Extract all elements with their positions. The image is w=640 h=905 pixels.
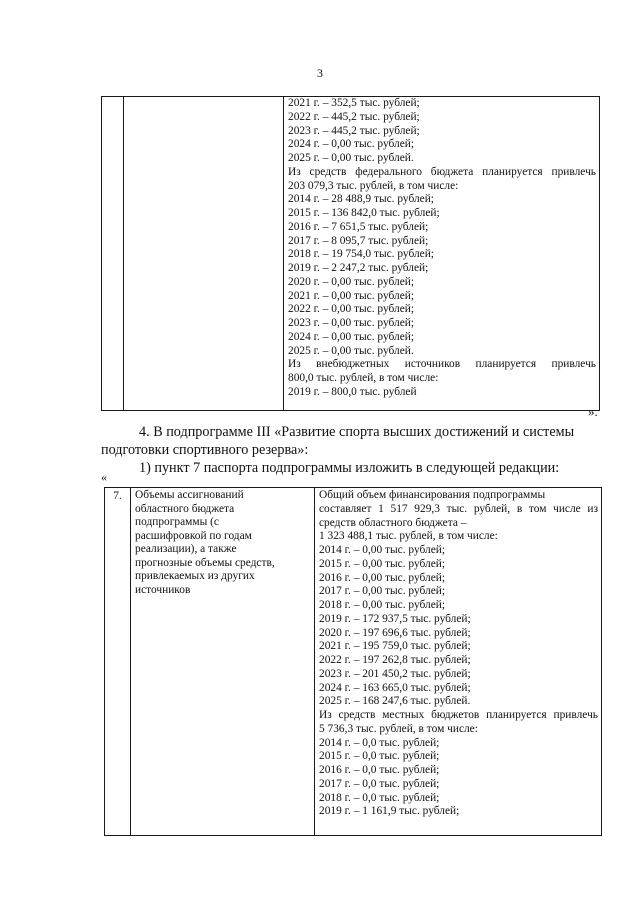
- opening-quote: «: [101, 470, 107, 484]
- text-line: 2022 г. – 445,2 тыс. рублей;: [288, 110, 420, 123]
- row-funding: [315, 488, 602, 836]
- funding-cell: [284, 97, 600, 411]
- text-line: 2014 г. – 0,00 тыс. рублей;: [319, 544, 446, 556]
- text-line: 2015 г. – 0,00 тыс. рублей;: [319, 557, 446, 570]
- text-line: 2014 г. – 0,0 тыс. рублей;: [319, 736, 440, 749]
- text-line: 2016 г. – 7 651,5 тыс. рублей;: [288, 220, 429, 233]
- closing-quote: ».: [588, 404, 598, 419]
- text-line: 2025 г. – 0,00 тыс. рублей.: [288, 152, 414, 164]
- text-line: 2017 г. – 8 095,7 тыс. рублей;: [288, 234, 429, 247]
- text-line: 2016 г. – 0,0 тыс. рублей;: [319, 764, 440, 776]
- passport-table-continuation: [101, 96, 600, 411]
- text-line: 800,0 тыс. рублей, в том числе:: [288, 372, 439, 384]
- text-line: расшифровкой по годам: [135, 529, 252, 542]
- funding-lines: [319, 489, 598, 819]
- text-line: 1 323 488,1 тыс. рублей, в том числе:: [319, 530, 498, 543]
- text-line: 2021 г. – 352,5 тыс. рублей;: [288, 97, 420, 109]
- text-line: Общий объем финансирования подпрограммы: [319, 489, 546, 501]
- text-line: 203 079,3 тыс. рублей, в том числе:: [288, 179, 459, 192]
- text-line: 2021 г. – 195 759,0 тыс. рублей;: [319, 640, 471, 653]
- description-cell: [124, 97, 284, 411]
- paragraph-4-line1: 4. В подпрограмме III «Развитие спорта высших достижений и системы: [139, 424, 575, 440]
- text-line: привлекаемых из других: [135, 570, 255, 582]
- passport-table-item-7: [104, 487, 602, 836]
- text-line: источников: [135, 583, 191, 596]
- text-line: 2018 г. – 0,00 тыс. рублей;: [319, 599, 446, 611]
- text-line: Из средств федерального бюджета планируется привлечь: [288, 165, 596, 178]
- text-line: 2022 г. – 197 262,8 тыс. рублей;: [319, 654, 471, 666]
- paragraph-4-line2: подготовки спортивного резерва»:: [101, 442, 309, 458]
- text-line: 2024 г. – 0,00 тыс. рублей;: [288, 138, 415, 151]
- text-line: 2015 г. – 0,0 тыс. рублей;: [319, 750, 440, 763]
- text-line: 5 736,3 тыс. рублей, в том числе:: [319, 722, 478, 735]
- text-line: 2019 г. – 172 937,5 тыс. рублей;: [319, 612, 471, 625]
- text-line: средств областного бюджета –: [319, 516, 467, 529]
- text-line: 2019 г. – 800,0 тыс. рублей: [288, 385, 417, 398]
- page-number: 3: [317, 66, 323, 80]
- text-line: 2022 г. – 0,00 тыс. рублей;: [288, 303, 415, 316]
- text-line: прогнозные объемы средств,: [135, 556, 275, 569]
- text-line: подпрограммы (с: [135, 516, 219, 528]
- text-line: составляет 1 517 929,3 тыс. рублей, в том числе из: [319, 502, 598, 515]
- description-lines: [135, 489, 311, 597]
- text-line: 2025 г. – 0,00 тыс. рублей.: [288, 344, 414, 357]
- number-cell: [102, 97, 124, 411]
- text-line: 2014 г. – 28 488,9 тыс. рублей;: [288, 193, 434, 206]
- text-line: 2018 г. – 19 754,0 тыс. рублей;: [288, 248, 434, 261]
- text-line: 2024 г. – 0,00 тыс. рублей;: [288, 330, 415, 343]
- text-line: 2025 г. – 168 247,6 тыс. рублей.: [319, 695, 471, 708]
- text-line: 2019 г. – 1 161,9 тыс. рублей;: [319, 805, 460, 818]
- text-line: 2023 г. – 0,00 тыс. рублей;: [288, 317, 415, 329]
- text-line: 2024 г. – 163 665,0 тыс. рублей;: [319, 681, 471, 694]
- text-line: 2023 г. – 201 450,2 тыс. рублей;: [319, 667, 471, 680]
- text-line: 2018 г. – 0,0 тыс. рублей;: [319, 791, 440, 804]
- text-line: 2021 г. – 0,00 тыс. рублей;: [288, 289, 415, 302]
- text-line: 2017 г. – 0,0 тыс. рублей;: [319, 777, 440, 790]
- text-line: реализации), а также: [135, 543, 237, 555]
- row-description: [131, 488, 315, 836]
- text-line: областного бюджета: [135, 502, 235, 515]
- funding-lines: [288, 97, 596, 400]
- text-line: 2023 г. – 445,2 тыс. рублей;: [288, 124, 420, 137]
- paragraph-item-1: 1) пункт 7 паспорта подпрограммы изложить в следующей редакции:: [139, 460, 560, 476]
- text-line: 2015 г. – 136 842,0 тыс. рублей;: [288, 207, 440, 219]
- text-line: 2019 г. – 2 247,2 тыс. рублей;: [288, 262, 429, 274]
- text-line: 2020 г. – 197 696,6 тыс. рублей;: [319, 626, 471, 639]
- row-number: [105, 488, 131, 836]
- text-line: 2017 г. – 0,00 тыс. рублей;: [319, 585, 446, 598]
- text-line: 2020 г. – 0,00 тыс. рублей;: [288, 275, 415, 288]
- text-line: Из внебюджетных источников планируется привлечь: [288, 358, 596, 371]
- text-line: Из средств местных бюджетов планируется привлечь: [319, 709, 598, 721]
- text-line: Объемы ассигнований: [135, 489, 244, 501]
- row-number-text: 7.: [113, 490, 122, 502]
- text-line: 2016 г. – 0,00 тыс. рублей;: [319, 571, 446, 584]
